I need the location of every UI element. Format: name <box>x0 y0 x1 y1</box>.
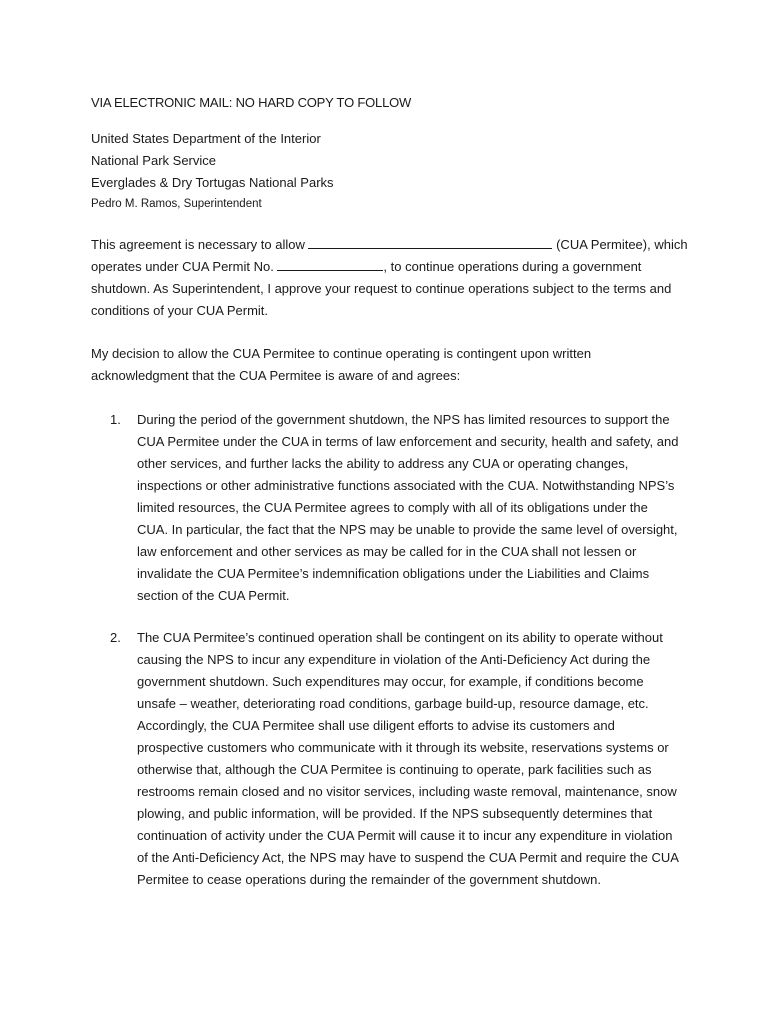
agreement-paragraph <box>91 234 691 322</box>
list-item <box>110 409 680 607</box>
permitee-name-blank[interactable] <box>308 236 552 249</box>
signatory-name: Pedro M. Ramos, Superintendent <box>91 198 262 210</box>
list-item <box>110 627 680 891</box>
decision-paragraph: My decision to allow the CUA Permitee to continue operating is contingent upon written acknowledgment that the CUA Permitee is aware of and agrees: <box>91 346 592 383</box>
list-item-number: 2. <box>110 630 121 645</box>
agreement-text-part1: This agreement is necessary to allow <box>91 237 309 252</box>
list-item-text: During the period of the government shutdown, the NPS has limited resources to support the CUA Permitee under the CUA in terms of law enforcement and security, health and safety, and other services, and further lacks the ability to address any CUA or operating changes, inspections or other administrative functions associated with the CUA. Notwithstanding NPS’s limited resources, the CUA Permitee agrees to comply with all of its obligations under the CUA. In particular, the fact that the NPS may be unable to provide the same level of oversight, law enforcement and other services as may be called for in the CUA shall not lessen or invalidate the CUA Permitee’s indemnification obligations under the Liabilities and Claims section of the CUA Permit. <box>137 412 679 603</box>
agreement-text-part3: , to continue operations during a government shutdown. As Superintendent, I approve your request to continue operations subject to the terms and conditions of your CUA Permit. <box>91 259 672 318</box>
address-block <box>91 128 334 214</box>
address-line-service: National Park Service <box>91 153 216 168</box>
address-line-parks: Everglades & Dry Tortugas National Parks <box>91 175 334 190</box>
delivery-notice: VIA ELECTRONIC MAIL: NO HARD COPY TO FOLLOW <box>91 95 412 110</box>
list-item-number: 1. <box>110 412 121 427</box>
permit-number-blank[interactable] <box>277 258 383 271</box>
address-line-department: United States Department of the Interior <box>91 131 321 146</box>
agreement-text-part2: (CUA Permitee), which operates under CUA Permit No. <box>91 237 688 274</box>
list-item-text: The CUA Permitee’s continued operation shall be contingent on its ability to operate without causing the NPS to incur any expenditure in violation of the Anti-Deficiency Act during the government shutdown. Such expenditures may occur, for example, if conditions become unsafe – weather, deteriorating road conditions, garbage build-up, resource damage, etc. Accordingly, the CUA Permitee shall use diligent efforts to advise its customers and prospective customers who communicate with it through its website, reservations systems or otherwise that, although the CUA Permitee is continuing to operate, park facilities such as restrooms remain closed and no visitor services, including waste removal, maintenance, snow plowing, and public information, will be provided. If the NPS subsequently determines that continuation of activity under the CUA Permit will cause it to incur any expenditure in violation of the Anti-Deficiency Act, the NPS may have to suspend the CUA Permit and require the CUA Permitee to cease operations during the remainder of the government shutdown. <box>137 630 679 887</box>
